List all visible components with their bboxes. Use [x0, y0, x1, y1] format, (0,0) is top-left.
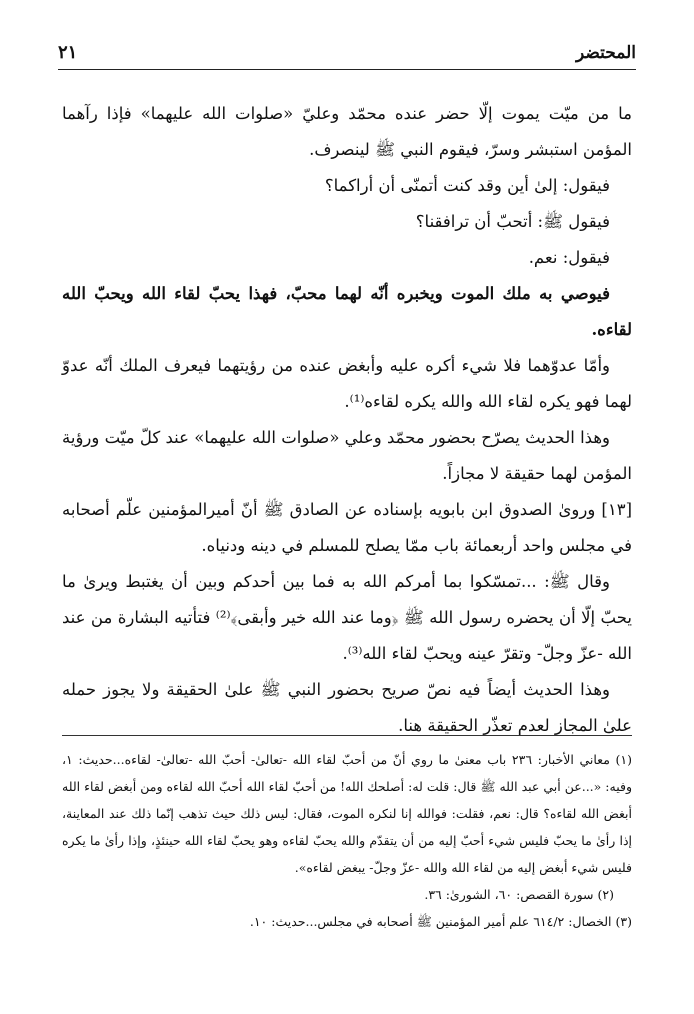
footnote-2: (٢) سورة القصص: ٦٠، الشورىٰ: ٣٦. — [424, 887, 614, 902]
paragraph-6: وأمّا عدوّهما فلا شيء أكره عليه وأبغض عنده من رؤيتهما فيعرف الملك أنّه عدوّ لهما فهو يكره لقاء الله والله يكره لقاءه⁽¹⁾. — [62, 356, 632, 411]
paragraph-5: فيوصي به ملك الموت ويخبره أنّه لهما محبّ، فهذا يحبّ لقاء الله ويحبّ الله لقاءه. — [62, 284, 632, 339]
page-header — [58, 30, 636, 70]
paragraph-2: فيقول: إلىٰ أين وقد كنت أتمنّى أن أراكما؟ — [324, 176, 610, 195]
paragraph-9: وقال ﷺ: ...تمسّكوا بما أمركم الله به فما بين أحدكم وبين أن يغتبط ويرىٰ ما يحبّ إلّا أن يحضره رسول الله ﷺ ﴿وما عند الله خير وأبقى﴾⁽²⁾ فتأتيه البشارة من عند الله -عزّ وجلّ- وتقرّ عينه ويحبّ لقاء الله⁽³⁾. — [62, 572, 632, 663]
footnotes — [62, 735, 632, 935]
footnote-3: (٣) الخصال: ٦١٤/٢ علم أمير المؤمنين ﷺ أصحابه في مجلس...حديث: ١٠. — [249, 914, 632, 929]
page-number: ٢١ — [58, 42, 78, 63]
paragraph-10: وهذا الحديث أيضاً فيه نصّ صريح بحضور النبي ﷺ علىٰ الحقيقة ولا يجوز حمله علىٰ المجاز لعدم تعذّر الحقيقة هنا. — [62, 680, 632, 735]
main-text — [62, 96, 632, 744]
paragraph-7: وهذا الحديث يصرّح بحضور محمّد وعلي «صلوات الله عليهما» عند كلّ ميّت ورؤية المؤمن لهما حقيقة لا مجازاً. — [62, 428, 632, 483]
paragraph-3: فيقول ﷺ: أتحبّ أن ترافقنا؟ — [415, 212, 610, 231]
paragraph-1: ما من ميّت يموت إلّا حضر عنده محمّد وعليّ «صلوات الله عليهما» فإذا رآهما المؤمن استبشر وسرّ، فيقوم النبي ﷺ لينصرف. — [62, 104, 632, 159]
footnote-1: (١) معاني الأخبار: ٢٣٦ باب معنىٰ ما روي أنّ من أحبّ لقاء الله -تعالىٰ- أحبّ الله -تعالىٰ- لقاءه...حديث: ١، وفيه: «...عن أبي عبد الله ﷺ قال: قلت له: أصلحك الله! من أحبّ لقاء الله أحبّ الله لقاءه ومن أبغض لقاء الله أبغض الله لقاءه؟ قال: نعم، فقلت: فوالله إنا لنكره الموت، فقال: ليس ذلك حيث تذهب إنّما ذلك عند المعاينة، إذا رأىٰ ما يحبّ فليس شيء أحبّ إليه من أن يتقدّم والله يحبّ لقاءه وهو يحبّ لقاء الله حينئذٍ، وإذا رأىٰ ما يكره فليس شيء أبغض إليه من لقاء الله والله -عزّ وجلّ- يبغض لقاءه». — [62, 752, 632, 875]
paragraph-4: فيقول: نعم. — [528, 248, 610, 267]
paragraph-8: [١٣] وروىٰ الصدوق ابن بابويه بإسناده عن الصادق ﷺ أنّ أميرالمؤمنين علّم أصحابه في مجلس واحد أربعمائة باب ممّا يصلح للمسلم في دينه ودنياه. — [62, 500, 632, 555]
running-title: المحتضر — [576, 43, 636, 63]
